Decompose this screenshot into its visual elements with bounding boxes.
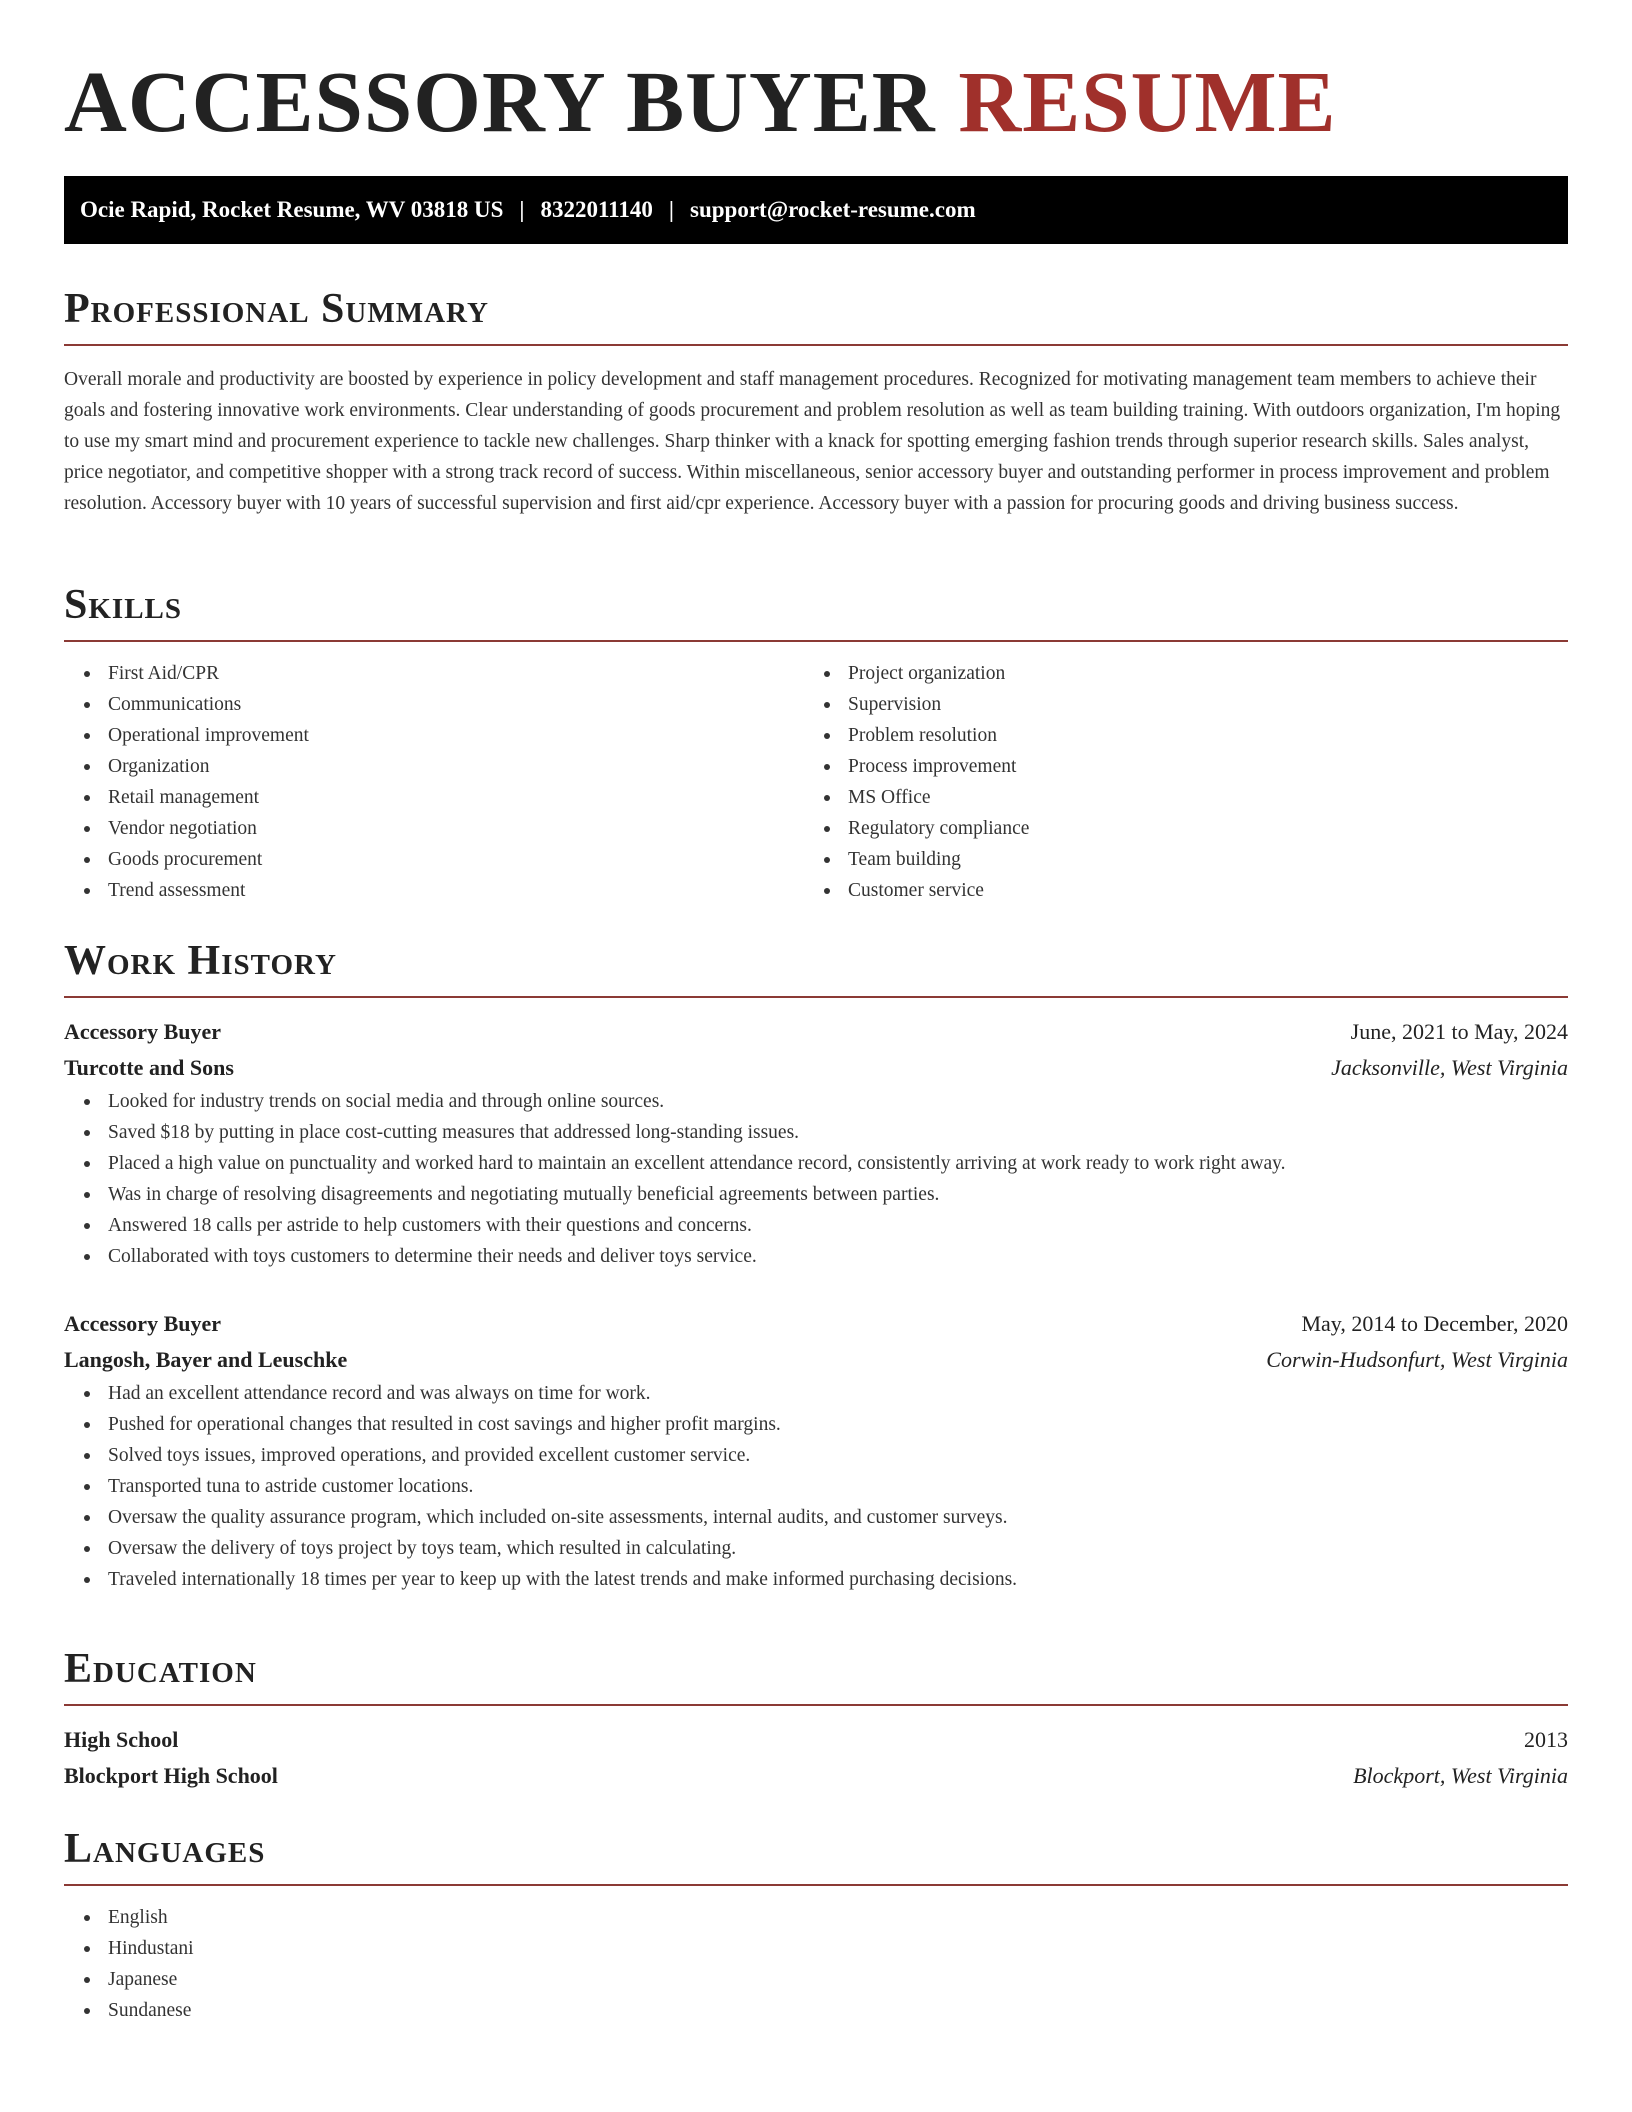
languages-list (64, 1902, 1568, 2026)
job-company: Langosh, Bayer and Leuschke (64, 1347, 348, 1372)
job-bullet: Collaborated with toys customers to determine their needs and deliver toys service. (64, 1241, 1568, 1272)
language-item: Hindustani (64, 1933, 1568, 1964)
job-title: Accessory Buyer (64, 1311, 222, 1336)
section-title-languages: Languages (64, 1826, 266, 1872)
skills-column-right (804, 658, 1544, 906)
skill-item: Regulatory compliance (804, 813, 1544, 844)
job-bullet: Was in charge of resolving disagreements and negotiating mutually beneficial agreements between parties. (64, 1179, 1568, 1210)
skill-item: Customer service (804, 875, 1544, 906)
skill-item: Communications (64, 689, 804, 720)
skill-item: Trend assessment (64, 875, 804, 906)
education-entry (64, 1722, 1568, 1794)
job-dates: May, 2014 to December, 2020 (1301, 1311, 1568, 1336)
job-bullet: Transported tuna to astride customer locations. (64, 1471, 1568, 1502)
job-bullet: Answered 18 calls per astride to help customers with their questions and concerns. (64, 1210, 1568, 1241)
section-title-summary: Professional Summary (64, 286, 489, 332)
skill-item: Retail management (64, 782, 804, 813)
title-main: ACCESSORY BUYER (64, 53, 936, 150)
skills-columns (64, 658, 1568, 906)
section-title-skills: Skills (64, 582, 183, 628)
skill-item: MS Office (804, 782, 1544, 813)
skill-item: Operational improvement (64, 720, 804, 751)
contact-separator: | (519, 197, 525, 222)
section-title-education: Education (64, 1646, 257, 1692)
job-bullet: Pushed for operational changes that resulted in cost savings and higher profit margins. (64, 1409, 1568, 1440)
job-dates: June, 2021 to May, 2024 (1350, 1019, 1568, 1044)
education-school: Blockport High School (64, 1763, 278, 1788)
language-item: English (64, 1902, 1568, 1933)
job-bullet: Oversaw the delivery of toys project by toys team, which resulted in calculating. (64, 1533, 1568, 1564)
languages-section (64, 1824, 1568, 2026)
section-divider (64, 1704, 1568, 1706)
skill-item: Project organization (804, 658, 1544, 689)
section-divider (64, 1884, 1568, 1886)
section-title-work: Work History (64, 938, 337, 984)
job-bullets (64, 1086, 1568, 1272)
education-year: 2013 (1524, 1727, 1568, 1752)
skill-item: Problem resolution (804, 720, 1544, 751)
section-divider (64, 344, 1568, 346)
skill-item: Team building (804, 844, 1544, 875)
skill-item: Organization (64, 751, 804, 782)
job-location: Corwin-Hudsonfurt, West Virginia (1266, 1347, 1568, 1372)
language-item: Sundanese (64, 1995, 1568, 2026)
skill-item: Goods procurement (64, 844, 804, 875)
skill-item: Supervision (804, 689, 1544, 720)
skills-column-left (64, 658, 804, 906)
job-bullet: Oversaw the quality assurance program, which included on-site assessments, internal audits, and customer surveys. (64, 1502, 1568, 1533)
job-company: Turcotte and Sons (64, 1055, 234, 1080)
job-bullet: Looked for industry trends on social media and through online sources. (64, 1086, 1568, 1117)
contact-email: support@rocket-resume.com (690, 197, 976, 222)
education-location: Blockport, West Virginia (1353, 1763, 1568, 1788)
section-divider (64, 640, 1568, 642)
job-bullet: Traveled internationally 18 times per year to keep up with the latest trends and make informed purchasing decisions. (64, 1564, 1568, 1595)
skill-item: First Aid/CPR (64, 658, 804, 689)
skills-section (64, 580, 1568, 906)
summary-section (64, 284, 1568, 519)
contact-address: Ocie Rapid, Rocket Resume, WV 03818 US (80, 197, 504, 222)
job-location: Jacksonville, West Virginia (1331, 1055, 1568, 1080)
section-divider (64, 996, 1568, 998)
work-history-section (64, 936, 1568, 1595)
job-entry (64, 1014, 1568, 1272)
education-section (64, 1644, 1568, 1794)
job-bullet: Saved $18 by putting in place cost-cutting measures that addressed long-standing issues. (64, 1117, 1568, 1148)
job-bullet: Had an excellent attendance record and was always on time for work. (64, 1378, 1568, 1409)
resume-title (64, 52, 1337, 152)
job-bullet: Placed a high value on punctuality and worked hard to maintain an excellent attendance record, consistently arriving at work ready to work right away. (64, 1148, 1568, 1179)
contact-phone: 8322011140 (540, 197, 653, 222)
job-bullet: Solved toys issues, improved operations, and provided excellent customer service. (64, 1440, 1568, 1471)
skill-item: Process improvement (804, 751, 1544, 782)
job-title: Accessory Buyer (64, 1019, 222, 1044)
title-accent: RESUME (958, 53, 1337, 150)
contact-bar (64, 176, 1568, 244)
job-entry (64, 1306, 1568, 1595)
education-degree: High School (64, 1727, 179, 1752)
summary-text: Overall morale and productivity are boosted by experience in policy development and staff management procedures. Recognized for motivating management team members to achieve their goals and fostering innovative work environments. Clear understanding of goods procurement and problem resolution as well as team building training. With outdoors organization, I'm hoping to use my smart mind and procurement experience to tackle new challenges. Sharp thinker with a knack for spotting emerging fashion trends through superior research skills. Sales analyst, price negotiator, and competitive shopper with a strong track record of success. Within miscellaneous, senior accessory buyer and outstanding performer in process improvement and problem resolution. Accessory buyer with 10 years of successful supervision and first aid/cpr experience. Accessory buyer with a passion for procuring goods and driving business success. (64, 369, 1561, 514)
job-bullets (64, 1378, 1568, 1595)
contact-separator: | (668, 197, 674, 222)
skill-item: Vendor negotiation (64, 813, 804, 844)
language-item: Japanese (64, 1964, 1568, 1995)
